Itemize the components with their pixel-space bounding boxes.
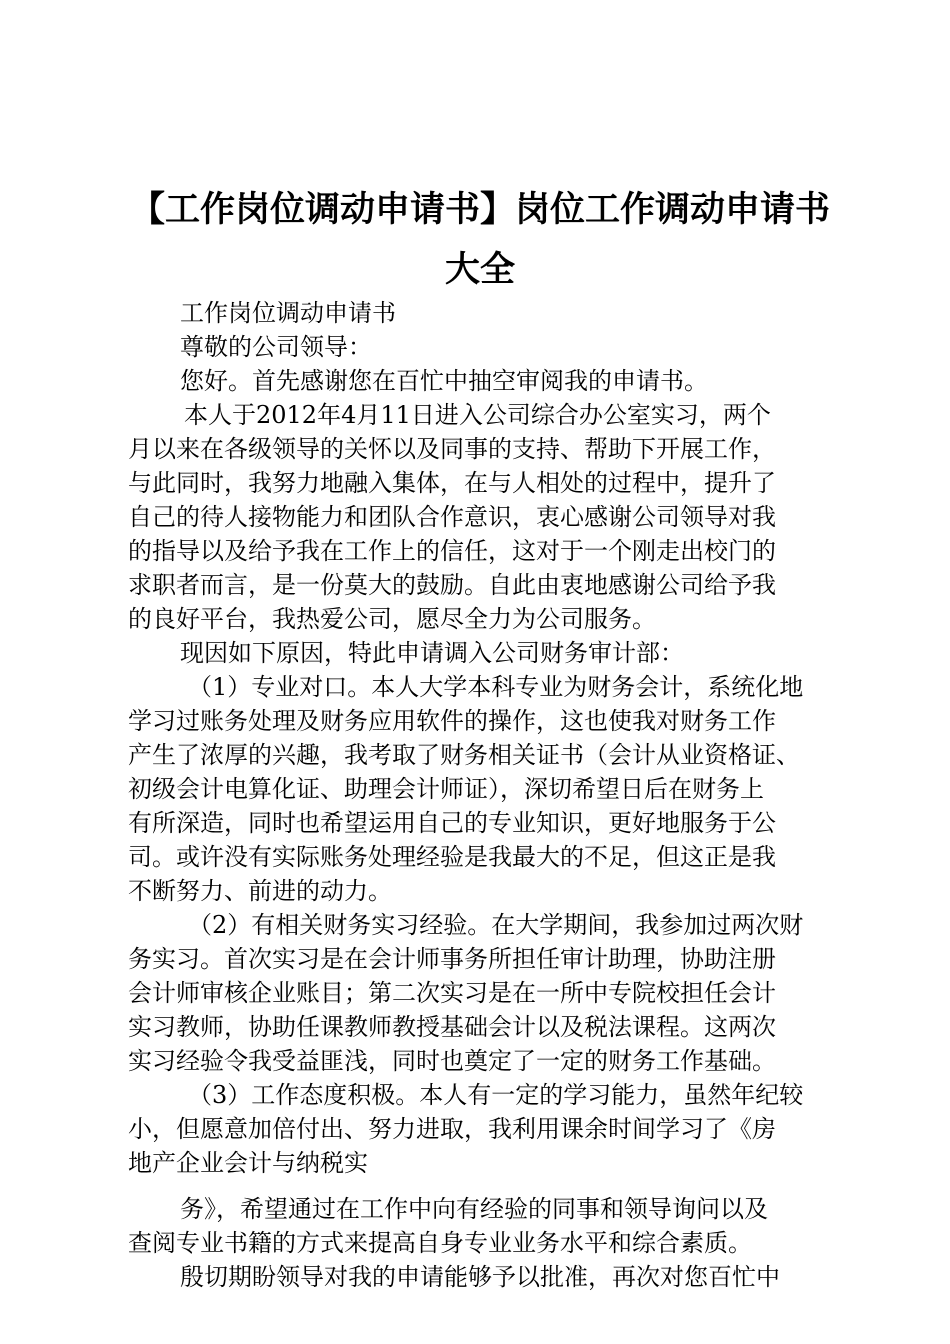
paragraph-line: 产生了浓厚的兴趣，我考取了财务相关证书（会计从业资格证、 — [128, 741, 800, 769]
paragraph-line: 本人于2012年4月11日进入公司综合办公室实习，两个 — [184, 401, 771, 429]
paragraph-line: 不断努力、前进的动力。 — [128, 877, 392, 905]
paragraph-line: 殷切期盼领导对我的申请能够予以批准，再次对您百忙中 — [180, 1263, 780, 1291]
paragraph-line: 实习经验令我受益匪浅，同时也奠定了一定的财务工作基础。 — [128, 1047, 776, 1075]
paragraph-line: 的指导以及给予我在工作上的信任，这对于一个刚走出校门的 — [128, 537, 776, 565]
document-title-line-2: 大全 — [444, 250, 515, 290]
document-body — [128, 296, 840, 1294]
paragraph-line: 月以来在各级领导的关怀以及同事的支持、帮助下开展工作， — [128, 435, 776, 463]
paragraph-line: 有所深造，同时也希望运用自己的专业知识，更好地服务于公 — [128, 809, 776, 837]
paragraph-line: （3）工作态度积极。本人有一定的学习能力，虽然年纪较 — [188, 1081, 804, 1109]
paragraph-line: （2）有相关财务实习经验。在大学期间，我参加过两次财 — [188, 911, 804, 939]
document-title-line-1: 【工作岗位调动申请书】岗位工作调动申请书 — [129, 190, 830, 230]
paragraph-line: 与此同时，我努力地融入集体，在与人相处的过程中，提升了 — [128, 469, 776, 497]
paragraph-line: 实习教师，协助任课教师教授基础会计以及税法课程。这两次 — [128, 1013, 776, 1041]
paragraph-line: 您好。首先感谢您在百忙中抽空审阅我的申请书。 — [180, 367, 708, 395]
paragraph-line: 的良好平台，我热爱公司，愿尽全力为公司服务。 — [128, 605, 656, 633]
paragraph-line: 学习过账务处理及财务应用软件的操作，这也使我对财务工作 — [128, 707, 776, 735]
paragraph-line: 小，但愿意加倍付出、努力进取，我利用课余时间学习了《房 — [128, 1115, 776, 1143]
paragraph-line: （1）专业对口。本人大学本科专业为财务会计，系统化地 — [188, 673, 804, 701]
paragraph-line: 工作岗位调动申请书 — [180, 299, 396, 327]
paragraph-line: 尊敬的公司领导： — [180, 333, 372, 361]
paragraph-line: 初级会计电算化证、助理会计师证），深切希望日后在财务上 — [128, 775, 764, 803]
paragraph-line: 现因如下原因，特此申请调入公司财务审计部： — [180, 639, 684, 667]
paragraph-line: 务》，希望通过在工作中向有经验的同事和领导询问以及 — [180, 1195, 768, 1223]
paragraph-line: 务实习。首次实习是在会计师事务所担任审计助理，协助注册 — [128, 945, 776, 973]
paragraph-line: 司。或许没有实际账务处理经验是我最大的不足，但这正是我 — [128, 843, 776, 871]
paragraph-line: 求职者而言，是一份莫大的鼓励。自此由衷地感谢公司给予我 — [128, 571, 776, 599]
paragraph-line: 地产企业会计与纳税实 — [128, 1149, 368, 1177]
paragraph-line: 查阅专业书籍的方式来提高自身专业业务水平和综合素质。 — [128, 1229, 752, 1257]
paragraph-line: 自己的待人接物能力和团队合作意识，衷心感谢公司领导对我 — [128, 503, 776, 531]
paragraph-line: 会计师审核企业账目；第二次实习是在一所中专院校担任会计 — [128, 979, 776, 1007]
